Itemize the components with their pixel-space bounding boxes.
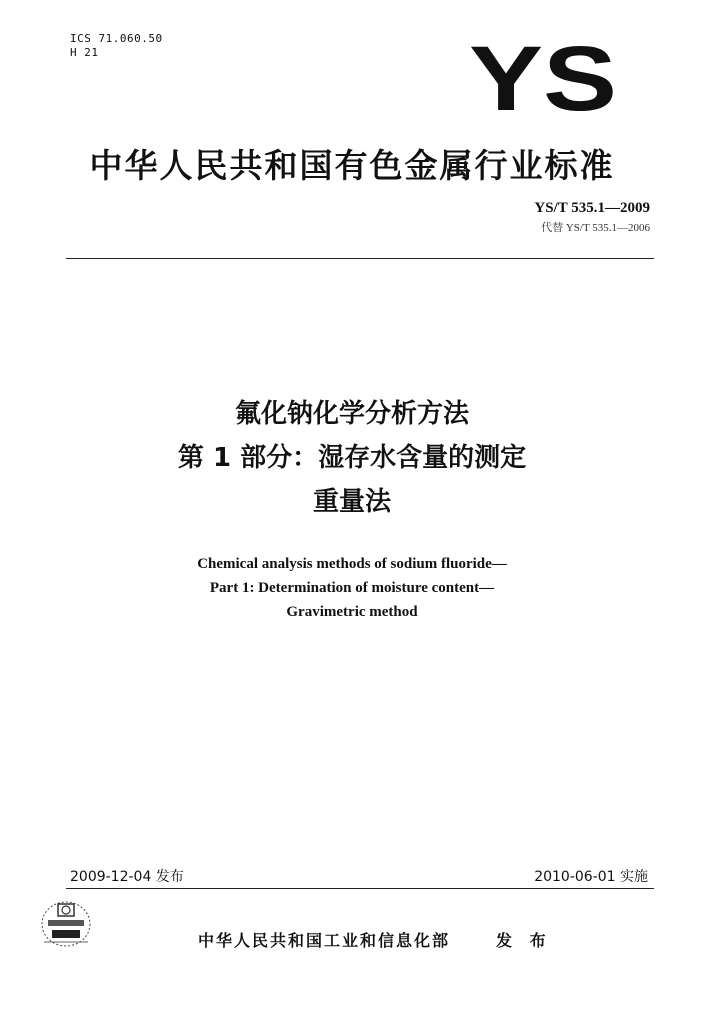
classification-codes: [70, 32, 163, 60]
ics-code: ICS 71.060.50: [70, 32, 163, 45]
ys-logo-text: YS: [469, 38, 617, 118]
publish-date: 2009-12-04 发布: [70, 869, 184, 885]
top-divider: [66, 258, 654, 259]
english-title-line3: Gravimetric method: [286, 604, 418, 620]
chinese-title-line1: 氟化钠化学分析方法: [234, 399, 469, 429]
chinese-title-line3: 重量法: [312, 487, 391, 517]
standard-replaces: 代替 YS/T 535.1—2006: [541, 222, 650, 234]
issued-label: 发 布: [496, 931, 552, 950]
standard-number-block: [420, 200, 650, 235]
english-title: [0, 552, 704, 624]
english-title-line2: Part 1: Determination of moisture content—: [209, 580, 495, 596]
publisher-seal-icon: [36, 896, 96, 952]
chinese-title: [0, 392, 704, 524]
standard-number: YS/T 535.1—2009: [534, 200, 650, 216]
organization-title: 中华人民共和国有色金属行业标准: [89, 146, 615, 185]
chinese-title-line2: 第 1 部分：湿存水含量的测定: [177, 443, 527, 473]
bottom-divider: [66, 888, 654, 889]
implement-date: 2010-06-01 实施: [534, 869, 648, 885]
issuing-authority: 中华人民共和国工业和信息化部: [198, 931, 451, 950]
ys-logo: [468, 38, 618, 118]
english-title-line1: Chemical analysis methods of sodium fluoride—: [197, 556, 507, 572]
class-code: H 21: [70, 46, 99, 59]
